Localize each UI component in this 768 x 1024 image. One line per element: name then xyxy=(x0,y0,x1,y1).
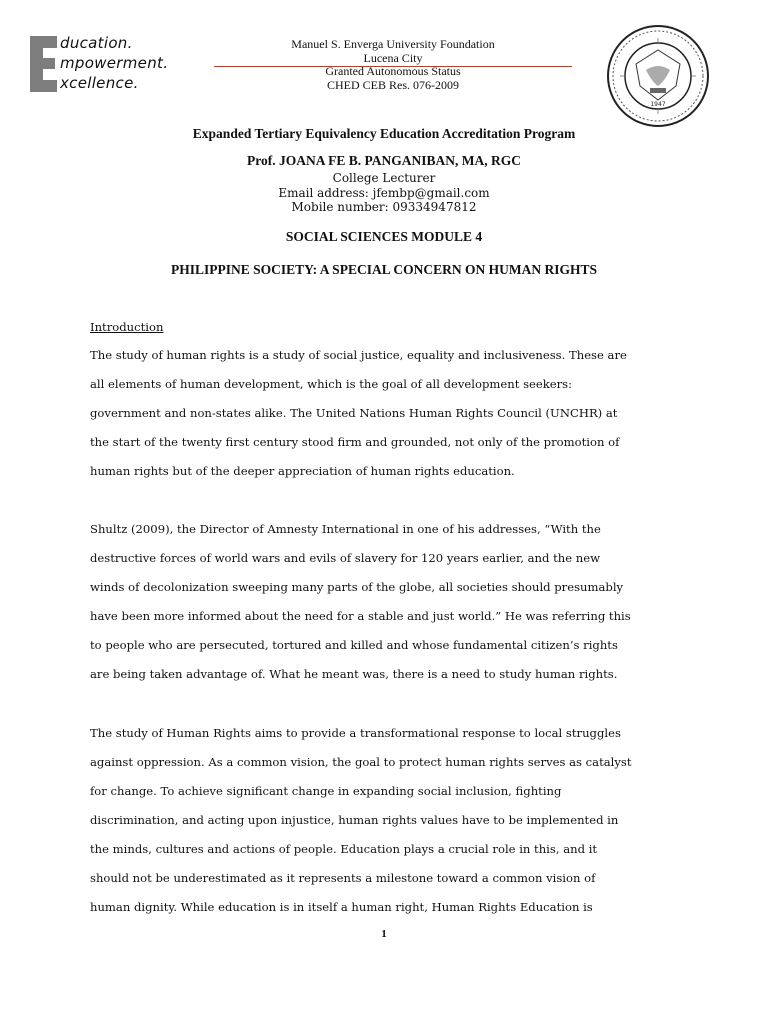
paragraph-3 xyxy=(90,719,690,922)
university-name: Manuel S. Enverga University Foundation xyxy=(291,37,495,51)
paragraph-line: are being taken advantage of. What he meant was, there is a need to study human rights. xyxy=(90,667,618,681)
logo-line-empowerment: mpowerment. xyxy=(60,54,169,72)
logo-line-excellence: xcellence. xyxy=(60,74,139,92)
paragraph-line: The study of human rights is a study of social justice, equality and inclusiveness. These are xyxy=(90,348,627,362)
paragraph-line: The study of Human Rights aims to provide a transformational response to local struggles xyxy=(90,726,621,740)
university-status: Granted Autonomous Status xyxy=(325,64,461,78)
university-city: Lucena City xyxy=(363,50,423,65)
seal-year: 1947 xyxy=(650,101,666,108)
paragraph-line: Shultz (2009), the Director of Amnesty International in one of his addresses, “With the xyxy=(90,522,601,536)
paragraph-line: for change. To achieve significant change in expanding social inclusion, fighting xyxy=(90,784,562,798)
paragraph-line: the start of the twenty first century stood firm and grounded, not only of the promotion of xyxy=(90,435,620,449)
paragraph-line: government and non-states alike. The United Nations Human Rights Council (UNCHR) at xyxy=(90,406,618,420)
author-name: Prof. JOANA FE B. PANGANIBAN, MA, RGC xyxy=(247,153,521,168)
module-title: SOCIAL SCIENCES MODULE 4 xyxy=(285,229,483,244)
author-info xyxy=(60,171,708,215)
university-seal xyxy=(606,24,710,128)
paragraph-line: to people who are persecuted, tortured and killed and whose fundamental citizen’s rights xyxy=(90,638,618,652)
header-rule xyxy=(214,66,572,67)
paragraph-line: have been more informed about the need for a stable and just world.” He was referring this xyxy=(90,609,631,623)
introduction-heading: Introduction xyxy=(90,320,164,334)
paragraph-line: should not be underestimated as it represents a milestone toward a common vision of xyxy=(90,871,596,885)
university-resolution: CHED CEB Res. 076-2009 xyxy=(327,77,459,92)
paragraph-1 xyxy=(90,341,690,486)
author-position: College Lecturer xyxy=(332,171,436,185)
logo-e-bottom-bar xyxy=(30,80,57,92)
page-number: 1 xyxy=(381,928,387,940)
paragraph-line: winds of decolonization sweeping many parts of the globe, all societies should presumably xyxy=(90,580,624,594)
program-title: Expanded Tertiary Equivalency Education Accreditation Program xyxy=(192,126,576,141)
university-logo xyxy=(30,32,200,94)
paragraph-2 xyxy=(90,515,690,689)
logo-e-middle-bar xyxy=(30,58,55,69)
author-mobile: Mobile number: 09334947812 xyxy=(291,200,477,214)
paragraph-line: against oppression. As a common vision, the goal to protect human rights serves as catalyst xyxy=(90,755,632,769)
author-email: Email address: jfembp@gmail.com xyxy=(278,185,490,200)
paragraph-line: human dignity. While education is in itself a human right, Human Rights Education is xyxy=(90,900,593,914)
paragraph-line: discrimination, and acting upon injustice, human rights values have to be implemented in xyxy=(90,813,619,827)
paragraph-line: all elements of human development, which is the goal of all development seekers: xyxy=(90,377,573,391)
paragraph-line: destructive forces of world wars and evils of slavery for 120 years earlier, and the new xyxy=(90,551,601,565)
subject-title: PHILIPPINE SOCIETY: A SPECIAL CONCERN ON HUMAN RIGHTS xyxy=(171,262,597,277)
paragraph-line: the minds, cultures and actions of people. Education plays a crucial role in this, and it xyxy=(90,842,598,856)
logo-e-top-bar xyxy=(30,36,57,48)
paragraph-line: human rights but of the deeper appreciation of human rights education. xyxy=(90,464,515,478)
university-header xyxy=(214,38,572,92)
logo-line-education: ducation. xyxy=(60,34,133,52)
